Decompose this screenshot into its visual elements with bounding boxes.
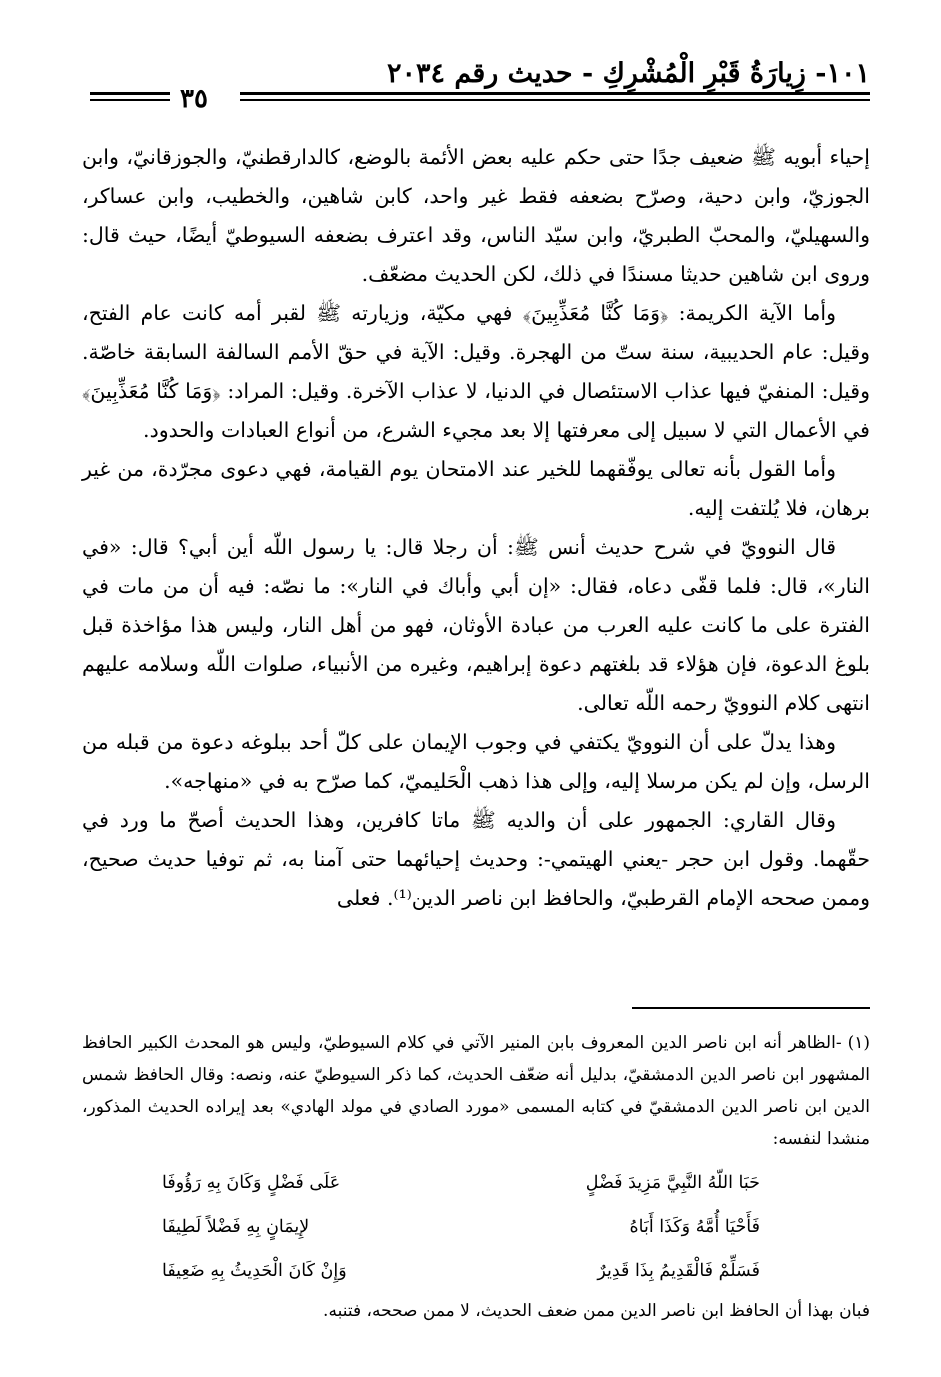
running-title: ١٠١- زِيارَةُ قَبْرِ الْمُشْرِكِ - حديث رقم ٢٠٣٤ [386, 58, 870, 89]
footnote-label: (١) [847, 1033, 870, 1053]
verse-first-half: حَبَا اللّهُ النَّبِيَّ مَزِيدَ فَضْلٍ [585, 1173, 760, 1193]
footnotes [82, 1027, 870, 1327]
main-text [82, 138, 870, 918]
poem-verse [82, 1249, 870, 1293]
paragraph: وقال القاري: الجمهور على أن والديه ﷺ ماتا كافرين، وهذا الحديث أصحّ ما ورد في حقّهما. وقول ابن حجر -يعني الهيتمي-: وحديث إحيائهما حتى آمنا به، ثم توفيا حديث صحيح، وممن صححه الإمام القرطبيّ، والحافظ ابن ناصر الدين⁽¹⁾. فعلى [82, 808, 870, 910]
verse-second-half: عَلَى فَضْلٍ وَكَانَ بِهِ رَؤُوفَا [162, 1173, 341, 1193]
header-rule-left-thin [90, 99, 170, 101]
header-rule [240, 92, 870, 95]
header-rule-left [90, 92, 170, 95]
footnote-conclusion: فبان بهذا أن الحافظ ابن ناصر الدين ممن ضعف الحديث، لا ممن صححه، فتنبه. [323, 1301, 870, 1321]
verse-second-half: لإِيمَانٍ بِهِ فَضْلاً لَطِيفَا [162, 1217, 310, 1237]
page-number: ٣٥ [180, 84, 208, 114]
poem [82, 1161, 870, 1293]
paragraph: وأما الآية الكريمة: ﴿وَمَا كُنَّا مُعَذِّبِينَ﴾ فهي مكيّة، وزيارته ﷺ لقبر أمه كانت عام الفتح، وقيل: عام الحديبية، سنة ستّ من الهجرة. وقيل: الآية في حقّ الأمم السالفة السابقة خاصّة. وقيل: المنفيّ فيها عذاب الاستئصال في الدنيا، لا عذاب الآخرة. وقيل: المراد: ﴿وَمَا كُنَّا مُعَذِّبِينَ﴾ في الأعمال التي لا سبيل إلى معرفتها إلا بعد مجيء الشرع، من أنواع العبادات والحدود. [82, 301, 870, 442]
poem-verse [82, 1161, 870, 1205]
verse-second-half: وَإِنْ كَانَ الْحَدِيثُ بِهِ ضَعِيفَا [162, 1261, 347, 1281]
footnote-separator [632, 1007, 870, 1009]
paragraph: إحياء أبويه ﷺ ضعيف جدًا حتى حكم عليه بعض الأئمة بالوضع، كالدارقطنيّ، والجوزقانيّ، وابن الجوزيّ، وابن دحية، وصرّح بضعفه فقط غير واحد، كابن شاهين، والخطيب، وابن عساكر، والسهيليّ، والمحبّ الطبريّ، وابن سيّد الناس، وقد اعترف بضعفه السيوطيّ أيضًا، حيث قال: وروى ابن شاهين حديثا مسندًا في ذلك، لكن الحديث مضعّف. [82, 145, 870, 286]
poem-verse [82, 1205, 870, 1249]
page-header [80, 58, 870, 118]
header-rule-thin [240, 99, 870, 101]
footnote-text: -الظاهر أنه ابن ناصر الدين المعروف بابن المنير الآتي في كلام السيوطيّ، وليس هو المحدث الكبير الحافظ المشهور ابن ناصر الدين الدمشقيّ، بدليل أنه ضعّف الحديث، كما ذكر السيوطيّ عنه، ونصه: وقال الحافظ شمس الدين ابن ناصر الدين الدمشقيّ في كتابه المسمى «مورد الصادي في مولد الهادي» بعد إيراده الحديث المذكور، منشدا لنفسه: [82, 1033, 870, 1149]
paragraph: قال النوويّ في شرح حديث أنس ﷺ: أن رجلا قال: يا رسول اللّه أين أبي؟ قال: «في النار»، قال: فلما قفّى دعاه، فقال: «إن أبي وأباك في النار»: ما نصّه: فيه أن من مات في الفترة على ما كانت عليه العرب من عبادة الأوثان، فهو من أهل النار، وليس هذا مؤاخذة قبل بلوغ الدعوة، فإن هؤلاء قد بلغتهم دعوة إبراهيم، وغيره من الأنبياء، صلوات اللّه وسلامه عليهم انتهى كلام النوويّ رحمه اللّه تعالى. [82, 535, 870, 715]
paragraph: وأما القول بأنه تعالى يوفّقهما للخير عند الامتحان يوم القيامة، فهي دعوى مجرّدة، من غير برهان، فلا يُلتفت إليه. [82, 457, 870, 520]
verse-first-half: فَأَحْيَا أُمَّهُ وَكَذَا أَبَاهُ [629, 1217, 760, 1237]
paragraph: وهذا يدلّ على أن النوويّ يكتفي في وجوب الإيمان على كلّ أحد ببلوغه دعوة من قبله من الرسل، وإن لم يكن مرسلا إليه، وإلى هذا ذهب الْحَليميّ، كما صرّح به في «منهاجه». [82, 730, 870, 793]
footnote-intro [82, 1027, 870, 1155]
verse-first-half: فَسَلِّمْ فَالْقَدِيمُ بِذَا قَدِيرٌ [597, 1261, 760, 1281]
